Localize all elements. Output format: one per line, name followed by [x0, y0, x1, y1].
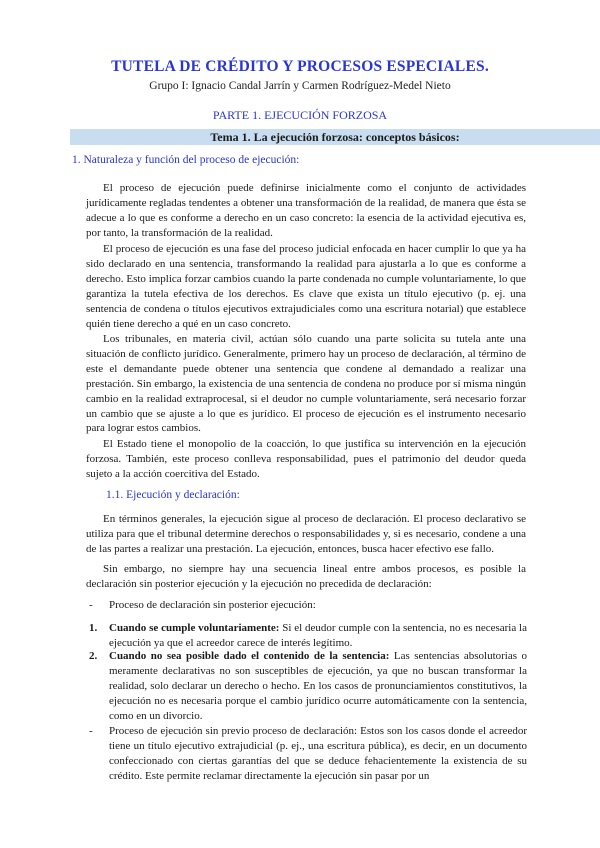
paragraph-text: En términos generales, la ejecución sigue al proceso de declaración. El proceso declarativo se utiliza para que el tribunal determine derechos o responsabilidades y, si es necesario, condene a una de las partes a realizar una prestación. La ejecución, entonces, busca hacer efectivo ese fallo.	[86, 513, 526, 555]
part-title: PARTE 1. EJECUCIÓN FORZOSA	[212, 108, 388, 122]
dash-list-item	[89, 598, 527, 613]
list-item-body: Las sentencias absolutorias o meramente declarativas no son susceptibles de ejecución, ya que no buscan transformar la realidad, solo declarar un derecho o hecho. En los casos de pronunciamientos constitutivos, la ejecución no es necesaria porque el cambio jurídico ocurre automáticamente con la sentencia, como en un divorcio.	[109, 650, 527, 722]
list-item-body: Si el deudor cumple con la sentencia, no es necesaria la ejecución ya que el acreedor carece de interés legítimo.	[109, 622, 527, 649]
list-item-bold: Cuando no sea posible dado el contenido de la sentencia:	[109, 650, 390, 662]
paragraph-text: Los tribunales, en materia civil, actúan sólo cuando una parte solicita su tutela ante una situación de conflicto jurídico. Generalmente, primero hay un proceso de declaración, al término de este el demandante puede obtener una sentencia que condene al demandado a realizar una prestación. Sin embargo, la existencia de una sentencia de condena no produce por sí misma ningún cambio en la realidad extraprocesal, si el deudor no cumple voluntariamente, será necesario forzar un cambio que se ajuste a lo que es jurídico. El proceso de ejecución es el instrumento necesario para lograr estos cambios.	[86, 333, 526, 435]
list-item-text	[109, 621, 527, 651]
authors-line: Grupo I: Ignacio Candal Jarrín y Carmen Rodríguez-Medel Nieto	[149, 80, 451, 92]
list-item-bold: Cuando se cumple voluntariamente:	[109, 622, 280, 634]
topic-heading-text: Tema 1. La ejecución forzosa: conceptos básicos:	[210, 130, 460, 144]
paragraph	[86, 562, 526, 592]
section-1-heading: 1. Naturaleza y función del proceso de ejecución:	[72, 154, 300, 166]
dash-list-text: Proceso de declaración sin posterior ejecución:	[109, 599, 316, 611]
list-number: 2.	[89, 650, 98, 662]
dash-bullet: -	[89, 725, 93, 737]
dash-list-text: Proceso de ejecución sin previo proceso de declaración: Estos son los casos donde el acreedor tiene un título ejecutivo extrajudicial (p. ej., una escritura pública), es decir, en un documento confeccionado con ciertas garantías del que se deduce fehacientemente la existencia de su crédito. Este permite reclamar directamente la ejecución sin pasar por un	[109, 725, 527, 782]
list-number: 1.	[89, 622, 98, 634]
paragraph-text: El proceso de ejecución puede definirse inicialmente como el conjunto de actividades jurídicamente regladas tendentes a obtener una transformación de la realidad, de manera que ésta se adecue a lo que es conforme a derecho en un caso concreto: la esencia de la actividad ejecutiva es, por tanto, la transformación de la realidad.	[86, 182, 526, 239]
dash-list-item	[89, 724, 527, 784]
document-title: TUTELA DE CRÉDITO Y PROCESOS ESPECIALES.	[111, 58, 489, 75]
numbered-list-item	[89, 621, 527, 651]
paragraph	[86, 181, 526, 241]
topic-heading	[70, 129, 600, 145]
paragraph-text: Sin embargo, no siempre hay una secuencia lineal entre ambos procesos, es posible la declaración sin posterior ejecución y la ejecución no precedida de declaración:	[86, 563, 526, 590]
numbered-list-item	[89, 649, 527, 724]
paragraph	[86, 332, 526, 436]
paragraph	[86, 437, 526, 482]
paragraph-text: El proceso de ejecución es una fase del proceso judicial enfocada en hacer cumplir lo que ya ha sido declarado en una sentencia, transformando la realidad para ajustarla a lo que es conforme a derecho. Esto implica forzar cambios cuando la parte condenada no cumple voluntariamente, lo que garantiza la tutela efectiva de los derechos. Es clave que exista un título ejecutivo (p. ej. una sentencia de condena o títulos ejecutivos extrajudiciales como una escritura notarial) que establece quién tiene derecho a qué en un caso concreto.	[86, 243, 526, 330]
list-item-text	[109, 649, 527, 724]
paragraph	[86, 512, 526, 557]
paragraph	[86, 242, 526, 331]
section-1-1-heading: 1.1. Ejecución y declaración:	[106, 489, 240, 501]
dash-bullet: -	[89, 599, 93, 611]
paragraph-text: El Estado tiene el monopolio de la coacción, lo que justifica su intervención en la ejecución forzosa. También, este proceso conlleva responsabilidad, pues el patrimonio del deudor queda sujeto a la acción coercitiva del Estado.	[86, 438, 526, 480]
